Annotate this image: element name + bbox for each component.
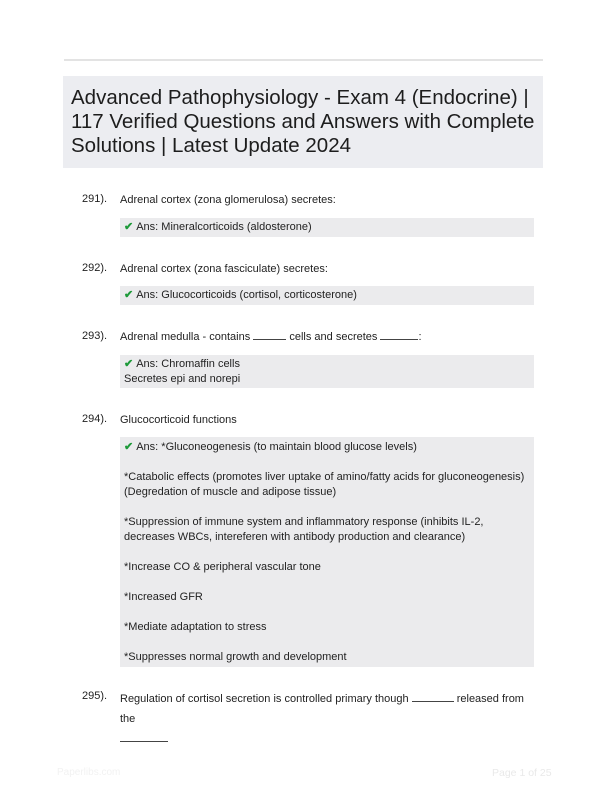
- question-text-part: cells and secretes: [289, 331, 378, 343]
- question-number: 293).: [82, 330, 108, 342]
- answer-line: *Increased GFR: [124, 591, 203, 603]
- title-banner: [63, 76, 543, 168]
- question-number: 292).: [82, 262, 108, 274]
- question-text: Adrenal cortex (zona fasciculate) secretes:: [120, 263, 328, 275]
- question-text-part: released from the: [120, 693, 524, 725]
- checkmark-icon: ✔: [124, 289, 134, 301]
- answer-line: *Mediate adaptation to stress: [124, 621, 267, 633]
- top-divider: [64, 59, 543, 61]
- question-text-part: Regulation of cortisol secretion is controlled primary though: [120, 693, 409, 705]
- question-number: 291).: [82, 193, 108, 205]
- question-text: Glucocorticoid functions: [120, 414, 237, 426]
- answer-line: *Suppression of immune system and inflammatory response (inhibits IL-2, decreases WBCs, intereferen with antibody production and clearance): [124, 516, 484, 543]
- answer-box: [120, 437, 534, 667]
- checkmark-icon: ✔: [124, 441, 134, 453]
- question-text-part: Adrenal medulla - contains: [120, 331, 251, 343]
- answer-line: Ans: Glucocorticoids (cortisol, corticosterone): [136, 289, 357, 301]
- fill-in-blank: [120, 732, 168, 742]
- question-number: 294).: [82, 413, 108, 425]
- checkmark-icon: ✔: [124, 358, 134, 370]
- answer-line: Secretes epi and norepi: [124, 373, 241, 385]
- answer-line: Ans: Mineralcorticoids (aldosterone): [136, 221, 312, 233]
- answer-box: [120, 218, 534, 237]
- answer-line: *Increase CO & peripheral vascular tone: [124, 561, 321, 573]
- answer-line: *Suppresses normal growth and development: [124, 651, 347, 663]
- question-text: [120, 689, 538, 749]
- fill-in-blank: [380, 330, 418, 340]
- footer-site: Paperlibs.com: [57, 767, 121, 778]
- checkmark-icon: ✔: [124, 221, 134, 233]
- answer-line: Ans: *Gluconeogenesis (to maintain blood glucose levels): [136, 441, 417, 453]
- fill-in-blank: [253, 330, 286, 340]
- question-text-part: :: [418, 331, 422, 343]
- page-title: Advanced Pathophysiology - Exam 4 (Endocrine) | 117 Verified Questions and Answers with Complete Solutions | Latest Update 2024: [71, 86, 535, 157]
- answer-line: *Catabolic effects (promotes liver uptake of amino/fatty acids for gluconeogenesis) (Degredation of muscle and adipose tissue): [124, 471, 525, 498]
- question-text: Adrenal cortex (zona glomerulosa) secretes:: [120, 194, 336, 206]
- footer-page-number: Page 1 of 25: [492, 767, 552, 779]
- question-text: [120, 329, 538, 345]
- answer-box: [120, 355, 534, 388]
- question-number: 295).: [82, 690, 108, 702]
- answer-box: [120, 286, 534, 305]
- answer-line: Ans: Chromaffin cells: [136, 358, 240, 370]
- fill-in-blank: [412, 692, 454, 702]
